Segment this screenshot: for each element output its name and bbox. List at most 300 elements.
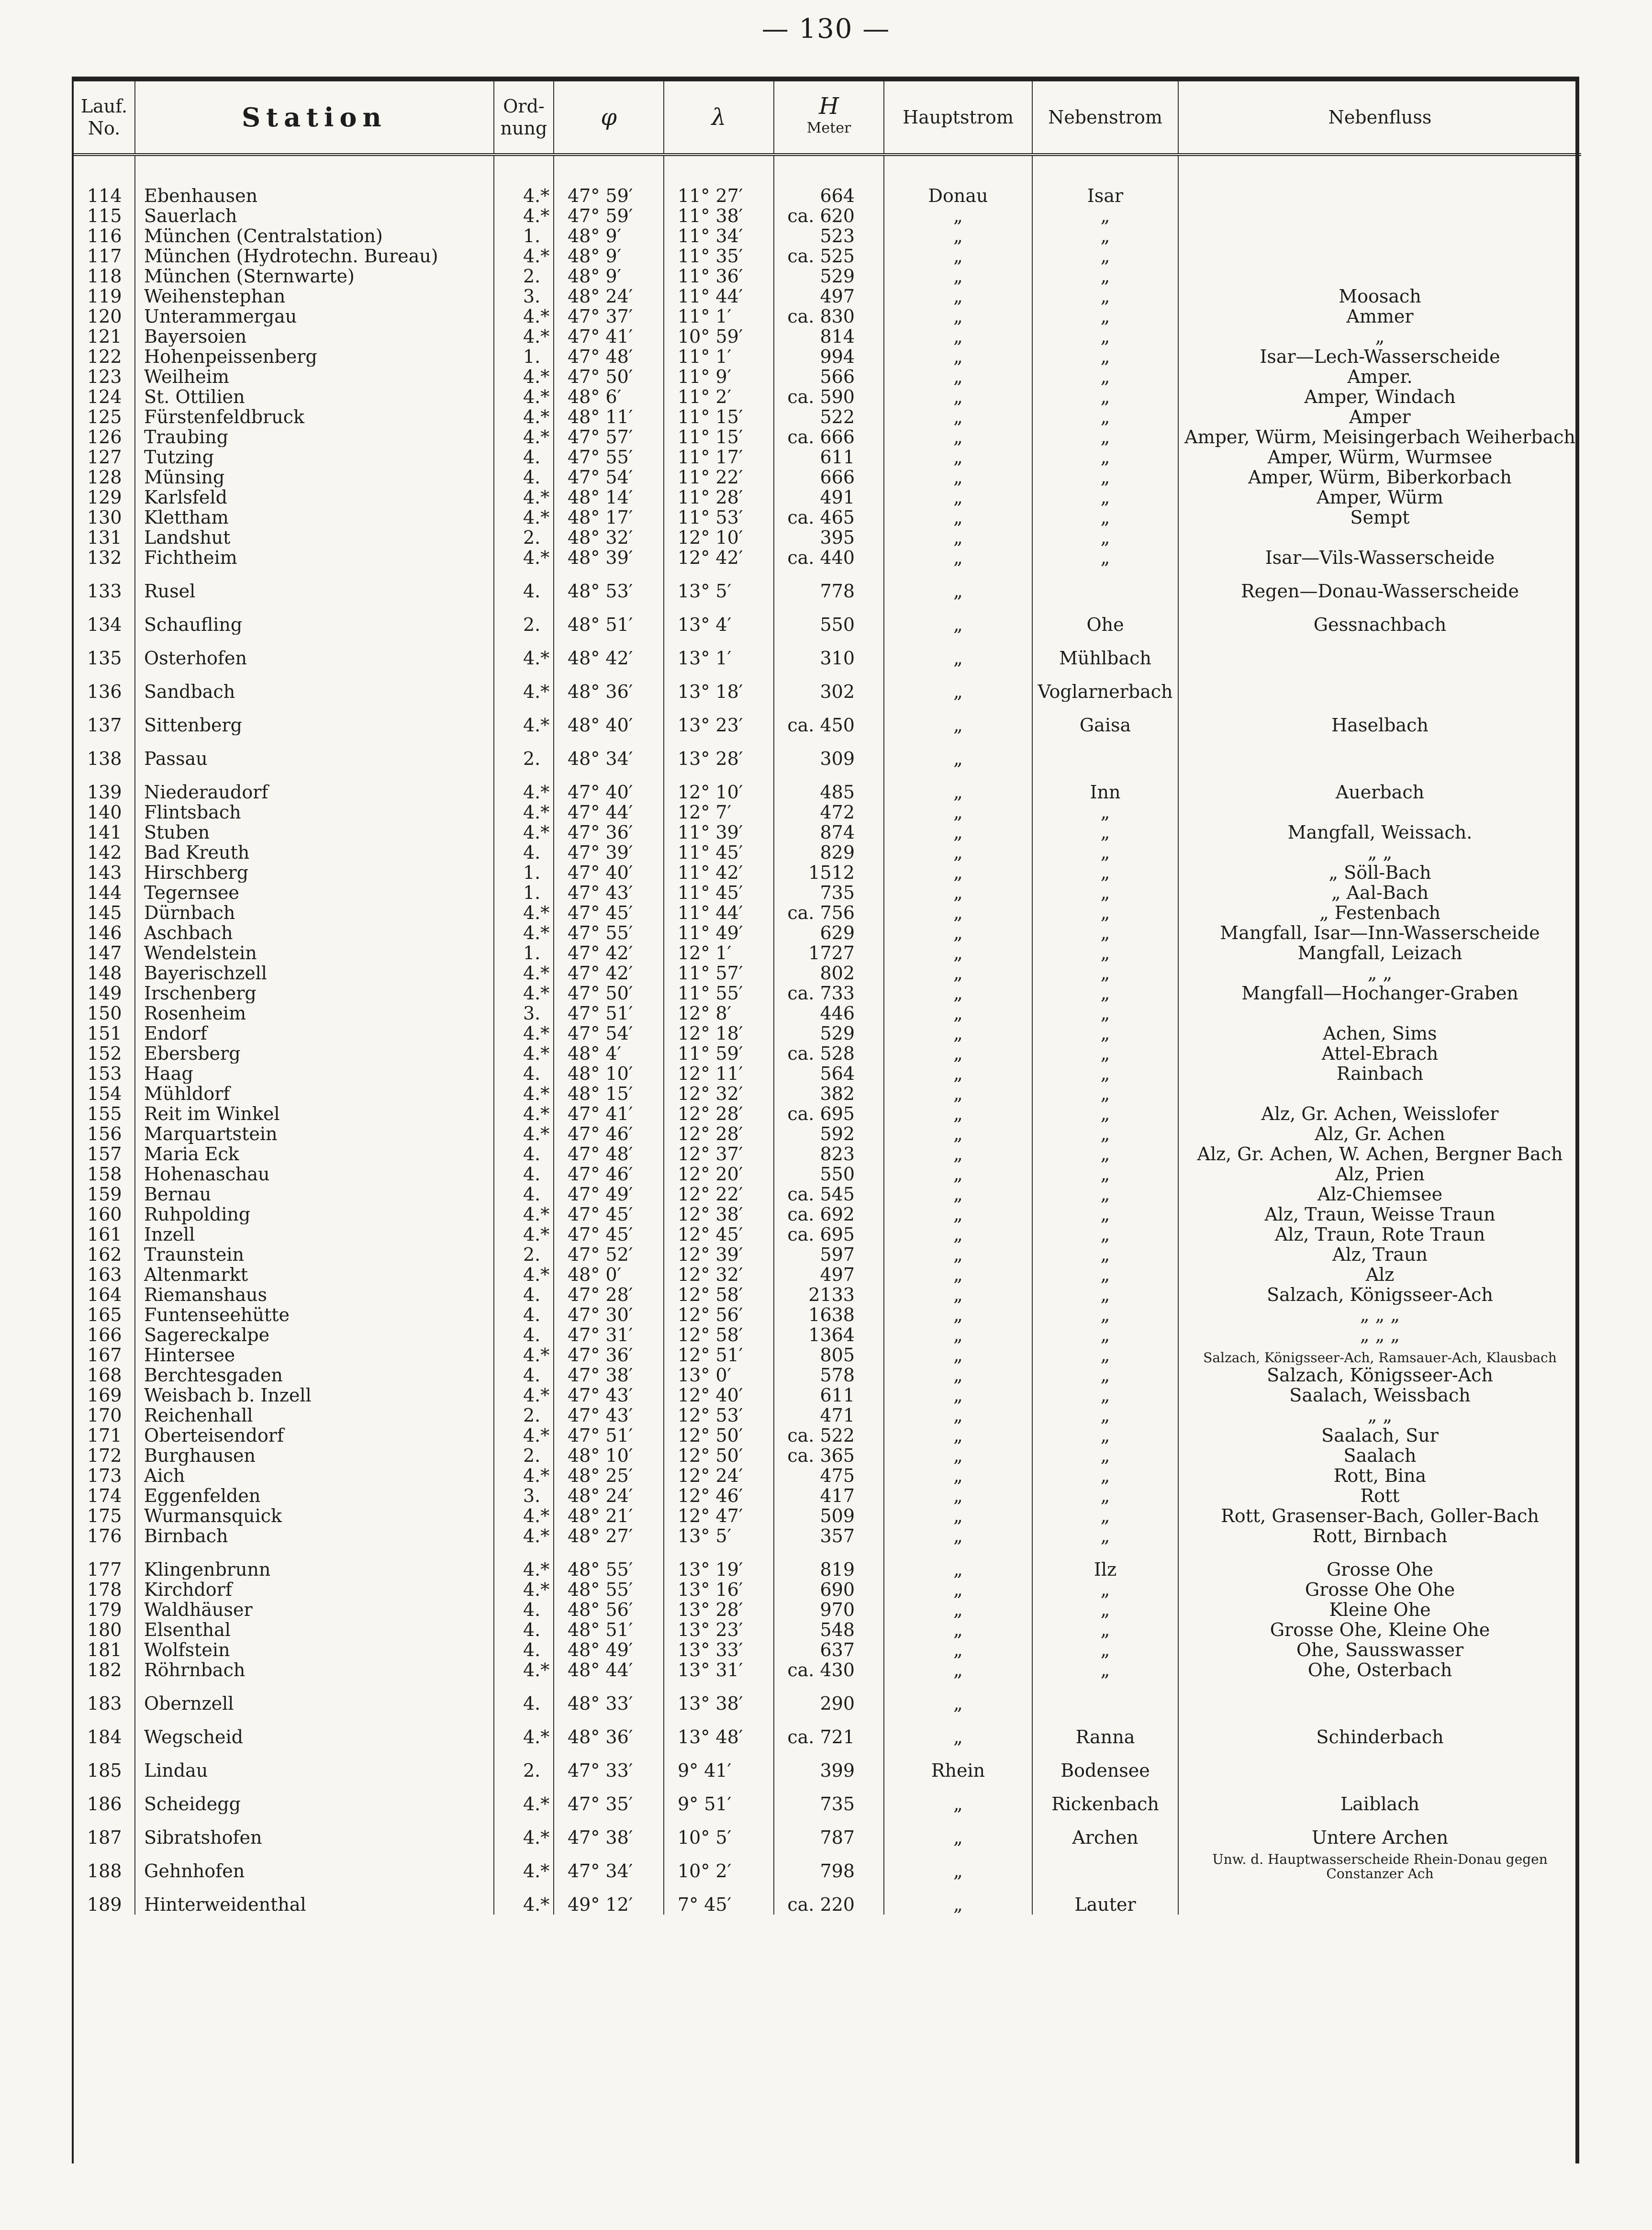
cell-station: Hintersee	[135, 1345, 494, 1365]
cell-order: 4.*	[494, 769, 554, 802]
cell-order: 4.*	[494, 1425, 554, 1446]
cell-station: Bayerischzell	[135, 963, 494, 983]
header-order: Ord- nung	[494, 81, 554, 155]
cell-station: Dürnbach	[135, 903, 494, 923]
cell-trib: Sempt	[1178, 507, 1581, 527]
cell-h: 550	[774, 601, 884, 635]
cell-no: 139	[87, 782, 122, 802]
cell-main: „	[884, 1164, 1032, 1184]
cell-h: ca. 220	[774, 1881, 884, 1915]
cell-order: 4.	[494, 467, 554, 487]
cell-phi: 47° 59′	[554, 206, 664, 226]
cell-station: München (Hydrotechn. Bureau)	[135, 246, 494, 266]
cell-lambda: 12° 32′	[664, 1265, 774, 1285]
cell-station: Burghausen	[135, 1446, 494, 1466]
cell-station: Niederaudorf	[135, 769, 494, 802]
cell-side: Ohe	[1032, 601, 1178, 635]
cell-main: „	[884, 863, 1032, 883]
table-row	[74, 467, 1581, 487]
cell-main: „	[884, 1244, 1032, 1265]
cell-order: 2.	[494, 266, 554, 286]
cell-station: Gehnhofen	[135, 1848, 494, 1881]
cell-lambda: 13° 0′	[664, 1365, 774, 1385]
cell-station: St. Ottilien	[135, 387, 494, 407]
cell-order: 3.	[494, 1486, 554, 1506]
cell-lambda: 11° 44′	[664, 286, 774, 306]
cell-trib: Attel-Ebrach	[1178, 1043, 1581, 1064]
table-row	[74, 735, 1581, 769]
cell-trib: Gessnachbach	[1178, 601, 1581, 635]
cell-side: „	[1032, 1144, 1178, 1164]
cell-station: Osterhofen	[135, 635, 494, 668]
cell-order: 4.*	[494, 387, 554, 407]
cell-order: 4.*	[494, 367, 554, 387]
cell-h: 550	[774, 1164, 884, 1184]
cell-phi: 47° 48′	[554, 347, 664, 367]
cell-h: ca. 721	[774, 1714, 884, 1747]
cell-phi: 48° 6′	[554, 387, 664, 407]
cell-h: 1638	[774, 1305, 884, 1325]
table-row	[74, 963, 1581, 983]
table-row	[74, 1546, 1581, 1580]
cell-order: 4.	[494, 1325, 554, 1345]
table-row	[74, 1680, 1581, 1714]
cell-no: 133	[87, 581, 122, 601]
cell-station: Riemanshaus	[135, 1285, 494, 1305]
cell-main: „	[884, 822, 1032, 842]
table-row	[74, 246, 1581, 266]
cell-order: 1.	[494, 883, 554, 903]
cell-h: ca. 545	[774, 1184, 884, 1204]
cell-no: 129	[87, 487, 122, 507]
cell-lambda: 13° 5′	[664, 1526, 774, 1546]
cell-trib	[1178, 1003, 1581, 1023]
cell-phi: 47° 45′	[554, 1224, 664, 1244]
cell-order: 4.*	[494, 668, 554, 702]
cell-order: 4.*	[494, 1466, 554, 1486]
cell-h: 664	[774, 186, 884, 206]
station-table	[74, 81, 1581, 1915]
cell-no: 171	[87, 1425, 122, 1446]
cell-station: Sittenberg	[135, 702, 494, 735]
cell-station: Ruhpolding	[135, 1204, 494, 1224]
cell-trib: Alz, Traun, Weisse Traun	[1178, 1204, 1581, 1224]
cell-main: „	[884, 1204, 1032, 1224]
table-row	[74, 1660, 1581, 1680]
cell-main: „	[884, 548, 1032, 568]
cell-h: 666	[774, 467, 884, 487]
table-row	[74, 387, 1581, 407]
cell-trib: „ „	[1178, 963, 1581, 983]
cell-main: „	[884, 1425, 1032, 1446]
table-row	[74, 507, 1581, 527]
cell-main: „	[884, 1546, 1032, 1580]
cell-h: 578	[774, 1365, 884, 1385]
cell-lambda: 13° 33′	[664, 1640, 774, 1660]
cell-trib	[1178, 527, 1581, 548]
cell-side: „	[1032, 1244, 1178, 1265]
table-row	[74, 1385, 1581, 1405]
cell-phi: 48° 51′	[554, 601, 664, 635]
cell-trib: Unw. d. Hauptwasserscheide Rhein-Donau gegen Constanzer Ach	[1178, 1848, 1581, 1881]
cell-lambda: 12° 11′	[664, 1064, 774, 1084]
cell-trib	[1178, 206, 1581, 226]
cell-no: 144	[87, 883, 122, 903]
cell-phi: 48° 24′	[554, 286, 664, 306]
cell-main: „	[884, 943, 1032, 963]
cell-h: 994	[774, 347, 884, 367]
cell-side: „	[1032, 802, 1178, 822]
cell-lambda: 11° 59′	[664, 1043, 774, 1064]
cell-trib: Saalach, Sur	[1178, 1425, 1581, 1446]
cell-main: „	[884, 427, 1032, 447]
cell-station: Ebenhausen	[135, 186, 494, 206]
cell-lambda: 13° 16′	[664, 1580, 774, 1600]
cell-order: 4.	[494, 1144, 554, 1164]
cell-side: „	[1032, 1104, 1178, 1124]
header-row	[74, 81, 1581, 155]
cell-station: Bayersoien	[135, 326, 494, 347]
cell-h: 497	[774, 1265, 884, 1285]
cell-no: 145	[87, 903, 122, 923]
cell-order: 4.*	[494, 1023, 554, 1043]
cell-trib	[1178, 266, 1581, 286]
cell-main: „	[884, 1043, 1032, 1064]
cell-station: Berchtesgaden	[135, 1365, 494, 1385]
cell-main: „	[884, 1003, 1032, 1023]
cell-main: „	[884, 1385, 1032, 1405]
cell-lambda: 13° 1′	[664, 635, 774, 668]
cell-phi: 47° 48′	[554, 1144, 664, 1164]
cell-phi: 48° 10′	[554, 1064, 664, 1084]
cell-trib: Ohe, Osterbach	[1178, 1660, 1581, 1680]
cell-main: „	[884, 1506, 1032, 1526]
cell-side: „	[1032, 1506, 1178, 1526]
cell-side: Lauter	[1032, 1881, 1178, 1915]
cell-station: Röhrnbach	[135, 1660, 494, 1680]
cell-lambda: 13° 23′	[664, 702, 774, 735]
table-row	[74, 769, 1581, 802]
cell-no: 178	[87, 1580, 122, 1600]
table-row	[74, 1224, 1581, 1244]
cell-trib: Alz, Traun, Rote Traun	[1178, 1224, 1581, 1244]
cell-station: Stuben	[135, 822, 494, 842]
cell-lambda: 12° 10′	[664, 769, 774, 802]
cell-main: „	[884, 286, 1032, 306]
cell-h: 475	[774, 1466, 884, 1486]
cell-main: „	[884, 266, 1032, 286]
cell-main: „	[884, 306, 1032, 326]
cell-trib: Saalach	[1178, 1446, 1581, 1466]
cell-main: „	[884, 842, 1032, 863]
cell-no: 160	[87, 1204, 122, 1224]
cell-main: „	[884, 1600, 1032, 1620]
cell-order: 4.*	[494, 903, 554, 923]
cell-no: 149	[87, 983, 122, 1003]
cell-no: 189	[87, 1894, 122, 1915]
cell-h: 597	[774, 1244, 884, 1265]
cell-lambda: 11° 17′	[664, 447, 774, 467]
cell-main: „	[884, 1660, 1032, 1680]
cell-lambda: 12° 1′	[664, 943, 774, 963]
cell-station: Sandbach	[135, 668, 494, 702]
cell-h: ca. 522	[774, 1425, 884, 1446]
table-row	[74, 1365, 1581, 1385]
cell-trib: Amper, Windach	[1178, 387, 1581, 407]
cell-phi: 47° 51′	[554, 1003, 664, 1023]
cell-station: Hinterweidenthal	[135, 1881, 494, 1915]
cell-order: 4.*	[494, 1881, 554, 1915]
cell-trib: Grosse Ohe	[1178, 1546, 1581, 1580]
cell-side: „	[1032, 1486, 1178, 1506]
cell-h: 309	[774, 735, 884, 769]
cell-side: „	[1032, 427, 1178, 447]
cell-lambda: 12° 18′	[664, 1023, 774, 1043]
table-row	[74, 863, 1581, 883]
cell-trib	[1178, 226, 1581, 246]
cell-no: 151	[87, 1023, 122, 1043]
cell-order: 4.	[494, 568, 554, 601]
cell-trib: Achen, Sims	[1178, 1023, 1581, 1043]
cell-side: „	[1032, 367, 1178, 387]
cell-no: 166	[87, 1325, 122, 1345]
cell-trib: Salzach, Königsseer-Ach	[1178, 1365, 1581, 1385]
cell-order: 4.*	[494, 963, 554, 983]
cell-station: Birnbach	[135, 1526, 494, 1546]
cell-no: 132	[87, 548, 122, 568]
cell-trib: Moosach	[1178, 286, 1581, 306]
cell-h: 874	[774, 822, 884, 842]
cell-side: „	[1032, 883, 1178, 903]
cell-lambda: 12° 28′	[664, 1104, 774, 1124]
cell-no: 124	[87, 387, 122, 407]
cell-station: Eggenfelden	[135, 1486, 494, 1506]
table-row	[74, 286, 1581, 306]
cell-side: Rickenbach	[1032, 1781, 1178, 1814]
cell-lambda: 10° 59′	[664, 326, 774, 347]
cell-lambda: 13° 28′	[664, 1600, 774, 1620]
table-row	[74, 1506, 1581, 1526]
cell-main: „	[884, 1848, 1032, 1881]
cell-no: 177	[87, 1559, 122, 1580]
table-row	[74, 1486, 1581, 1506]
cell-side: „	[1032, 1345, 1178, 1365]
cell-trib: Amper, Würm, Wurmsee	[1178, 447, 1581, 467]
cell-station: Flintsbach	[135, 802, 494, 822]
cell-h: ca. 756	[774, 903, 884, 923]
cell-phi: 47° 40′	[554, 863, 664, 883]
cell-h: 2133	[774, 1285, 884, 1305]
cell-order: 1.	[494, 226, 554, 246]
cell-main: „	[884, 1084, 1032, 1104]
cell-trib	[1178, 635, 1581, 668]
cell-side: „	[1032, 963, 1178, 983]
cell-trib: Saalach, Weissbach	[1178, 1385, 1581, 1405]
cell-side: „	[1032, 1184, 1178, 1204]
cell-side: „	[1032, 407, 1178, 427]
cell-trib	[1178, 246, 1581, 266]
cell-trib: Alz, Gr. Achen	[1178, 1124, 1581, 1144]
table-row	[74, 1325, 1581, 1345]
cell-no: 153	[87, 1064, 122, 1084]
cell-h: 566	[774, 367, 884, 387]
cell-order: 4.*	[494, 822, 554, 842]
cell-h: 485	[774, 769, 884, 802]
cell-no: 186	[87, 1793, 122, 1814]
table-row	[74, 1043, 1581, 1064]
cell-station: Lindau	[135, 1747, 494, 1781]
table-row	[74, 601, 1581, 635]
table-row	[74, 883, 1581, 903]
cell-lambda: 11° 22′	[664, 467, 774, 487]
cell-h: 395	[774, 527, 884, 548]
cell-lambda: 11° 15′	[664, 427, 774, 447]
cell-phi: 47° 41′	[554, 326, 664, 347]
cell-h: 302	[774, 668, 884, 702]
cell-no: 120	[87, 306, 122, 326]
cell-trib	[1178, 802, 1581, 822]
cell-station: Klettham	[135, 507, 494, 527]
spacer-row	[74, 155, 1581, 186]
table-row	[74, 1265, 1581, 1285]
cell-station: Waldhäuser	[135, 1600, 494, 1620]
cell-trib: Rott, Birnbach	[1178, 1526, 1581, 1546]
cell-lambda: 11° 45′	[664, 842, 774, 863]
cell-trib: Rainbach	[1178, 1064, 1581, 1084]
cell-trib	[1178, 1680, 1581, 1714]
cell-h: ca. 590	[774, 387, 884, 407]
cell-main: „	[884, 983, 1032, 1003]
cell-side: „	[1032, 1023, 1178, 1043]
cell-station: Bernau	[135, 1184, 494, 1204]
cell-main: „	[884, 347, 1032, 367]
cell-lambda: 11° 38′	[664, 206, 774, 226]
cell-station: Wurmansquick	[135, 1506, 494, 1526]
cell-h: 564	[774, 1064, 884, 1084]
cell-no: 146	[87, 923, 122, 943]
cell-phi: 48° 55′	[554, 1546, 664, 1580]
cell-phi: 47° 38′	[554, 1365, 664, 1385]
cell-main: „	[884, 1640, 1032, 1660]
cell-main: „	[884, 1620, 1032, 1640]
cell-lambda: 11° 57′	[664, 963, 774, 983]
cell-station: München (Sternwarte)	[135, 266, 494, 286]
cell-side: Ranna	[1032, 1714, 1178, 1747]
cell-main: „	[884, 1265, 1032, 1285]
cell-station: Irschenberg	[135, 983, 494, 1003]
cell-order: 3.	[494, 1003, 554, 1023]
cell-order: 4.*	[494, 186, 554, 206]
table-row	[74, 447, 1581, 467]
table-row	[74, 1064, 1581, 1084]
cell-no: 181	[87, 1640, 122, 1660]
header-h	[774, 81, 884, 155]
cell-h: 548	[774, 1620, 884, 1640]
cell-station: Tutzing	[135, 447, 494, 467]
table-row	[74, 1144, 1581, 1164]
cell-main: „	[884, 1580, 1032, 1600]
cell-h: 798	[774, 1848, 884, 1881]
cell-no: 121	[87, 326, 122, 347]
table-row	[74, 186, 1581, 206]
cell-lambda: 12° 42′	[664, 548, 774, 568]
cell-no: 140	[87, 802, 122, 822]
cell-phi: 47° 54′	[554, 1023, 664, 1043]
cell-lambda: 11° 36′	[664, 266, 774, 286]
cell-phi: 48° 10′	[554, 1446, 664, 1466]
header-h-unit: Meter	[806, 120, 851, 136]
cell-main: „	[884, 1714, 1032, 1747]
cell-trib: Kleine Ohe	[1178, 1600, 1581, 1620]
cell-order: 4.	[494, 1285, 554, 1305]
cell-lambda: 12° 22′	[664, 1184, 774, 1204]
cell-side: „	[1032, 1580, 1178, 1600]
table-row	[74, 1425, 1581, 1446]
cell-trib: „ „	[1178, 842, 1581, 863]
cell-phi: 48° 55′	[554, 1580, 664, 1600]
cell-trib: Amper, Würm, Biberkorbach	[1178, 467, 1581, 487]
cell-main: „	[884, 903, 1032, 923]
cell-phi: 48° 39′	[554, 548, 664, 568]
table-row	[74, 1305, 1581, 1325]
cell-h: 491	[774, 487, 884, 507]
header-h-symbol: H	[819, 93, 839, 120]
cell-station: Hirschberg	[135, 863, 494, 883]
cell-order: 4.*	[494, 1526, 554, 1546]
cell-trib	[1178, 668, 1581, 702]
cell-h: ca. 733	[774, 983, 884, 1003]
cell-lambda: 11° 34′	[664, 226, 774, 246]
cell-station: Weisbach b. Inzell	[135, 1385, 494, 1405]
cell-phi: 47° 46′	[554, 1124, 664, 1144]
cell-no: 183	[87, 1693, 122, 1714]
table-row	[74, 347, 1581, 367]
cell-order: 2.	[494, 1446, 554, 1466]
cell-side: „	[1032, 983, 1178, 1003]
page-number: — 130 —	[761, 13, 891, 45]
cell-phi: 47° 54′	[554, 467, 664, 487]
cell-phi: 47° 40′	[554, 769, 664, 802]
cell-main: Donau	[884, 186, 1032, 206]
cell-lambda: 11° 44′	[664, 903, 774, 923]
cell-phi: 48° 56′	[554, 1600, 664, 1620]
cell-h: 805	[774, 1345, 884, 1365]
cell-side: „	[1032, 1466, 1178, 1486]
table-row	[74, 1084, 1581, 1104]
table-row	[74, 1600, 1581, 1620]
cell-side: „	[1032, 447, 1178, 467]
cell-h: ca. 695	[774, 1224, 884, 1244]
cell-main: „	[884, 1405, 1032, 1425]
cell-main: „	[884, 487, 1032, 507]
cell-no: 147	[87, 943, 122, 963]
cell-no: 125	[87, 407, 122, 427]
cell-no: 142	[87, 842, 122, 863]
cell-station: Weihenstephan	[135, 286, 494, 306]
cell-h: 509	[774, 1506, 884, 1526]
cell-main: „	[884, 1680, 1032, 1714]
cell-no: 154	[87, 1084, 122, 1104]
cell-lambda: 11° 1′	[664, 347, 774, 367]
cell-phi: 48° 24′	[554, 1486, 664, 1506]
cell-trib: Rott, Bina	[1178, 1466, 1581, 1486]
cell-h: 611	[774, 447, 884, 467]
cell-side: „	[1032, 1285, 1178, 1305]
cell-phi: 47° 50′	[554, 983, 664, 1003]
cell-order: 1.	[494, 347, 554, 367]
cell-side: „	[1032, 1405, 1178, 1425]
cell-station: Kirchdorf	[135, 1580, 494, 1600]
